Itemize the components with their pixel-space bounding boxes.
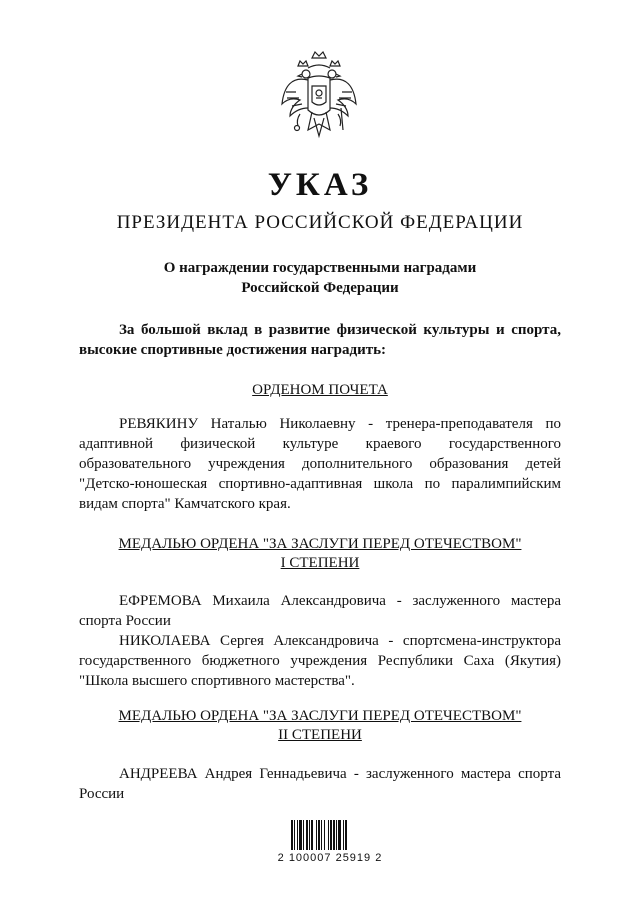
- section-title: [60, 381, 580, 400]
- section-title-line: МЕДАЛЬЮ ОРДЕНА "ЗА ЗАСЛУГИ ПЕРЕД ОТЕЧЕСТВОМ": [118, 708, 522, 724]
- document-heading: [90, 258, 550, 298]
- barcode-icon: [290, 818, 370, 852]
- document-title: УКАЗ: [267, 167, 373, 203]
- section-title: [60, 535, 580, 573]
- award-entry: НИКОЛАЕВА Сергея Александровича - спортсмена-инструктора государственного бюджетного учреждения Республики Саха (Якутия) "Школа высшего спортивного мастерства".: [79, 633, 561, 689]
- section-title-line: II СТЕПЕНИ: [278, 727, 362, 743]
- award-entry: АНДРЕЕВА Андрея Геннадьевича - заслуженного мастера спорта России: [79, 766, 561, 802]
- document-subtitle: ПРЕЗИДЕНТА РОССИЙСКОЙ ФЕДЕРАЦИИ: [116, 212, 524, 233]
- heading-line: Российской Федерации: [241, 280, 399, 296]
- section-title-line: МЕДАЛЬЮ ОРДЕНА "ЗА ЗАСЛУГИ ПЕРЕД ОТЕЧЕСТВОМ": [118, 536, 522, 552]
- coat-of-arms-icon: [278, 48, 360, 144]
- intro-paragraph: За большой вклад в развитие физической культуры и спорта, высокие спортивные достижения наградить:: [79, 322, 561, 358]
- section-title-line: ОРДЕНОМ ПОЧЕТА: [252, 382, 388, 398]
- heading-line: О награждении государственными наградами: [163, 260, 477, 276]
- section-title-line: I СТЕПЕНИ: [280, 555, 360, 571]
- barcode-number: 2 100007 25919 2: [277, 852, 383, 864]
- award-entry: РЕВЯКИНУ Наталью Николаевну - тренера-преподавателя по адаптивной физической культуре краевого государственного образовательного учреждения дополнительного образования детей "Детско-юношеская спортивно-адаптивная школа по паралимпийским видам спорта" Камчатского края.: [79, 416, 561, 512]
- section-title: [60, 707, 580, 745]
- award-entry: ЕФРЕМОВА Михаила Александровича - заслуженного мастера спорта России: [79, 593, 561, 629]
